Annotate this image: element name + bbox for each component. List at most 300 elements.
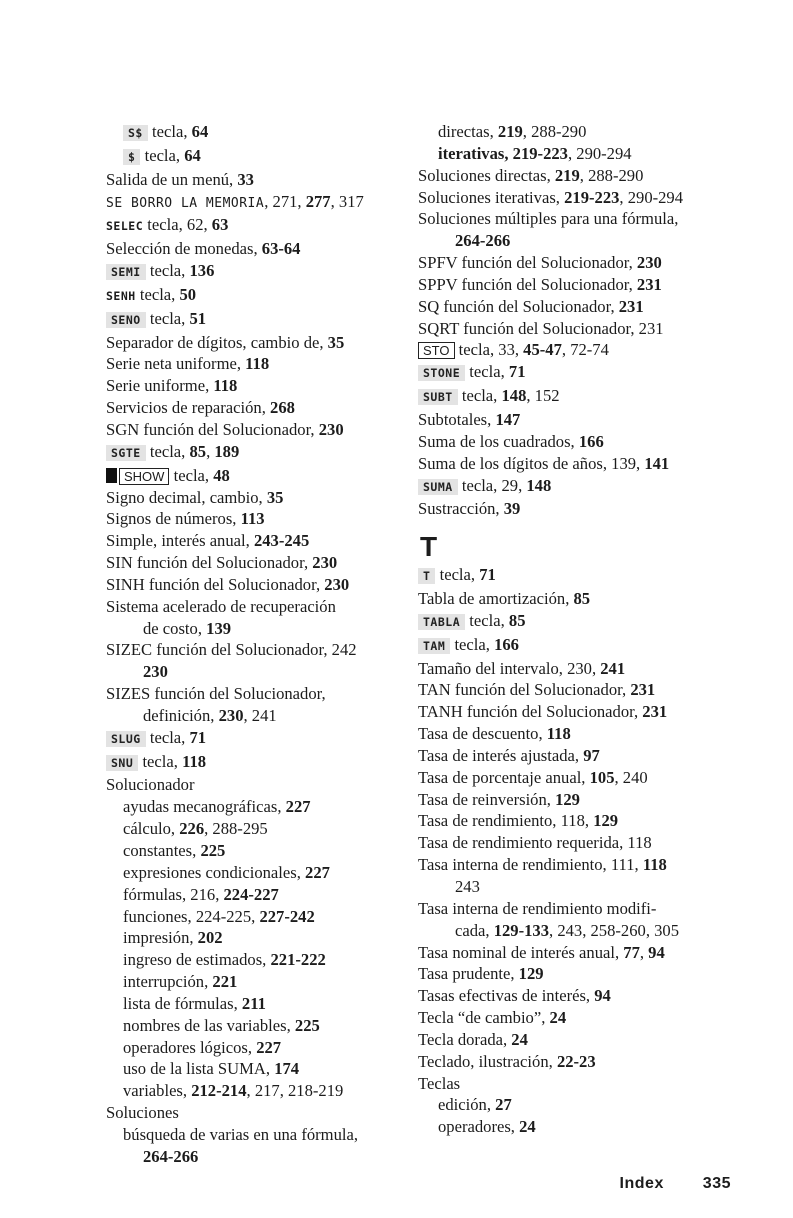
entry-term: Tasa de porcentaje anual, [418, 767, 586, 787]
entry-term: Suma de los dígitos de años, [418, 453, 607, 473]
page-ref: 219 [554, 165, 580, 185]
page-ref: 35 [266, 487, 284, 507]
index-entry [106, 927, 418, 949]
key-label: SUMA [418, 479, 458, 495]
index-entry [418, 208, 744, 230]
index-entry [418, 701, 744, 723]
index-entry [106, 1102, 418, 1124]
index-entry [418, 610, 744, 634]
index-entry [418, 318, 744, 340]
entry-term: ingreso de estimados, [123, 950, 267, 970]
page-ref: 33 [237, 169, 254, 189]
entry-term: funciones, [123, 906, 192, 926]
index-entry [106, 419, 418, 441]
index-entry [106, 596, 418, 618]
key-label: TAM [418, 638, 450, 654]
page-ref: 118 [182, 751, 207, 771]
page-ref: 227-242 [259, 906, 315, 926]
index-entry: fórmulas, 216, 224-227 [123, 884, 279, 904]
index-entry [418, 252, 744, 274]
index-entry [106, 1124, 418, 1146]
entry-term: Suma de los cuadrados, [418, 431, 575, 451]
page-ref: 221 [212, 972, 238, 992]
page-ref: 24 [511, 1029, 528, 1049]
entry-term: Serie neta uniforme, [106, 354, 242, 374]
index-entry [106, 661, 418, 683]
entry-term: fórmulas, [123, 884, 187, 904]
page-ref: 268 [270, 398, 295, 418]
index-entry [418, 588, 744, 610]
key-label: S$ [123, 125, 148, 141]
index-entry [106, 332, 418, 354]
key-label: SUBT [418, 389, 458, 405]
entry-term: Soluciones directas, [418, 165, 551, 185]
entry-term: SIZEC función del Solucionador, [106, 640, 328, 660]
page-ref: 226 [179, 819, 205, 839]
entry-term: tecla, [454, 634, 490, 654]
page-ref: 152 [534, 386, 560, 406]
page-ref: 118 [245, 354, 270, 374]
page-ref: 288-290 [531, 122, 587, 141]
entry-term: SQRT función del Solucionador, [418, 318, 635, 338]
page-ref: 230 [143, 662, 168, 682]
page-ref: 202 [197, 928, 223, 948]
page-ref: 224-227 [223, 884, 279, 904]
index-entry: definición, 230, 241 [143, 705, 277, 725]
page-ref: 118 [560, 811, 585, 831]
entry-term: Tasa de rendimiento requerida, [418, 833, 624, 853]
page-ref: 230 [324, 574, 350, 594]
entry-term: tecla, [149, 261, 186, 281]
page-ref: 129 [518, 964, 544, 984]
page-ref: 71 [508, 362, 526, 382]
page-ref: 64 [184, 145, 201, 165]
index-entry [106, 840, 418, 862]
entry-term: Tasa de rendimiento, [418, 811, 557, 831]
page-footer [620, 1175, 731, 1193]
entry-term: búsqueda de varias en una fórmula, [123, 1124, 358, 1144]
entry-term: edición, [438, 1095, 491, 1115]
entry-term: SIN función del Solucionador, [106, 553, 309, 573]
page-ref: 77 [623, 942, 640, 962]
index-column-left [106, 121, 418, 1168]
page-ref: 113 [240, 509, 265, 529]
page-ref: 94 [594, 986, 611, 1006]
index-entry [106, 727, 418, 751]
page-ref: 166 [494, 634, 519, 654]
index-entry: iterativas, 219-223, 290-294 [438, 143, 632, 163]
entry-term: impresión, [123, 928, 194, 948]
page-ref: 225 [294, 1015, 320, 1035]
index-entry [106, 1146, 418, 1168]
entry-term: tecla, [469, 610, 505, 630]
page-ref: 317 [338, 191, 364, 211]
index-entry [106, 774, 418, 796]
index-entry [106, 552, 418, 574]
index-entry: variables, 212-214, 217, 218-219 [123, 1081, 344, 1101]
entry-term: tecla, [461, 475, 498, 495]
page-ref: 230 [636, 253, 662, 273]
key-label: SENO [106, 312, 146, 328]
key-label: SLUG [106, 731, 146, 747]
page-ref: 221-222 [270, 950, 326, 970]
entry-term: tecla, [152, 122, 188, 141]
entry-term: Signos de números, [106, 509, 237, 529]
index-entry [106, 949, 418, 971]
entry-term: Simple, interés anual, [106, 531, 250, 551]
index-entry [418, 498, 744, 520]
entry-term: ayudas mecanográficas, [123, 797, 282, 817]
entry-term: SINH función del Solucionador, [106, 574, 321, 594]
index-entry [418, 431, 744, 453]
key-label: SENH [106, 288, 136, 303]
page-ref: 288-295 [212, 819, 268, 839]
index-entry: Suma de los dígitos de años, 139, 141 [418, 453, 670, 473]
entry-term: Servicios de reparación, [106, 398, 266, 418]
entry-term: Signo decimal, cambio, [106, 487, 263, 507]
index-entry [418, 985, 744, 1007]
entry-term: operadores lógicos, [123, 1037, 253, 1057]
page-ref: 29 [501, 475, 519, 495]
page-ref: 305 [654, 920, 679, 940]
page-ref: 35 [327, 332, 345, 352]
index-entry [418, 1029, 744, 1051]
page-ref: 290-294 [576, 143, 632, 163]
page-ref: 72-74 [570, 340, 609, 360]
entry-term: lista de fórmulas, [123, 993, 238, 1013]
page-ref: 111 [610, 855, 635, 875]
key-label: SHOW [119, 468, 169, 485]
entry-term: TANH función del Solucionador, [418, 702, 639, 722]
page-ref: 212-214 [191, 1081, 247, 1101]
key-label: SGTE [106, 445, 146, 461]
index-entry [106, 574, 418, 596]
index-entry [418, 723, 744, 745]
page-ref: 27 [495, 1095, 512, 1115]
page-ref: 33 [498, 340, 515, 360]
entry-term: tecla, [149, 727, 186, 747]
page-ref: 97 [583, 745, 600, 765]
index-entry: Tasa interna de rendimiento, 111, 118 [418, 855, 667, 875]
page-ref: 290-294 [627, 187, 684, 207]
index-entry [418, 876, 744, 898]
section-letter: T [420, 531, 438, 563]
index-entry [106, 508, 418, 530]
page-ref: 264-266 [455, 231, 511, 251]
page-ref: 240 [622, 767, 648, 787]
page-ref: 64 [191, 122, 209, 141]
page-ref: 63-64 [261, 239, 301, 259]
index-entry [418, 679, 744, 701]
page-ref: 118 [642, 855, 667, 875]
page-ref: 148 [501, 386, 527, 406]
index-entry: Tamaño del intervalo, 230, 241 [418, 658, 626, 678]
entry-term: tecla, [149, 308, 186, 328]
page-ref: 139 [611, 453, 637, 473]
entry-term: cálculo, [123, 819, 176, 839]
index-entry [106, 971, 418, 993]
page-ref: 227 [305, 862, 330, 882]
entry-term: Sistema acelerado de recuperación [106, 596, 336, 616]
page-ref: 230 [218, 705, 244, 725]
index-entry: Tasa de porcentaje anual, 105, 240 [418, 767, 648, 787]
entry-term: SPFV función del Solucionador, [418, 253, 633, 273]
entry-term: tecla, [142, 751, 178, 771]
entry-term: Tecla “de cambio”, [418, 1008, 546, 1028]
entry-term: operadores, [438, 1117, 515, 1137]
index-entry: SE BORRO LA MEMORIA, 271, 277, 317 [106, 191, 364, 211]
entry-term: SQ función del Solucionador, [418, 296, 615, 316]
index-entry [106, 465, 418, 487]
page-number: 335 [702, 1175, 731, 1192]
entry-term: tecla, [173, 465, 210, 485]
entry-term: SGN función del Solucionador, [106, 419, 315, 439]
index-entry [418, 409, 744, 431]
index-entry [418, 230, 744, 252]
page-ref: 50 [179, 284, 197, 304]
index-entry [418, 745, 744, 767]
entry-term: Serie uniforme, [106, 376, 210, 396]
entry-term: constantes, [123, 841, 197, 860]
entry-term: Tamaño del intervalo, [418, 658, 563, 678]
index-entry [418, 832, 744, 854]
page-ref: 174 [274, 1059, 300, 1079]
entry-term: iterativas, [438, 143, 509, 163]
entry-term: Tasa prudente, [418, 964, 515, 984]
shift-key-icon [106, 468, 117, 483]
index-entry [418, 634, 744, 658]
index-entry [418, 963, 744, 985]
index-entry: Soluciones directas, 219, 288-290 [418, 165, 644, 185]
page-ref: 63 [211, 215, 229, 235]
page-ref: 230 [312, 553, 338, 573]
page-ref: 51 [189, 308, 207, 328]
index-entry [418, 296, 744, 318]
index-entry: SGTE tecla, 85, 189 [106, 441, 418, 465]
page-ref: 94 [648, 942, 665, 962]
index-entry [418, 1007, 744, 1029]
index-entry [106, 639, 418, 661]
page-ref: 219-223 [512, 143, 568, 163]
index-entry: STO tecla, 33, 45-47, 72-74 [418, 339, 744, 361]
index-entry [106, 530, 418, 552]
index-column-right [418, 121, 744, 1138]
index-entry: SUMA tecla, 29, 148 [418, 475, 744, 499]
index-entry [106, 487, 418, 509]
page-ref: 218-219 [288, 1081, 344, 1101]
index-entry [418, 898, 744, 920]
page-ref: 24 [549, 1008, 567, 1028]
page-ref: 242 [331, 640, 357, 660]
page-ref: 85 [508, 610, 526, 630]
entry-term: Tabla de amortización, [418, 589, 570, 609]
index-entry [418, 1094, 744, 1116]
page-ref: 241 [600, 658, 626, 678]
page-ref: 230 [318, 419, 344, 439]
key-label: T [418, 568, 435, 584]
page-ref: 271 [272, 191, 298, 211]
page-ref: 243 [455, 877, 480, 896]
key-label: SNU [106, 755, 138, 771]
entry-term: directas, [438, 122, 494, 141]
index-entry [106, 1015, 418, 1037]
page-ref: 217 [254, 1081, 280, 1101]
page-ref: 85 [189, 441, 207, 461]
entry-term: Teclado, ilustración, [418, 1051, 553, 1071]
key-label: STO [418, 342, 455, 359]
page-ref: 22-23 [556, 1051, 596, 1071]
entry-term: de costo, [143, 618, 202, 638]
index-entry [106, 862, 418, 884]
entry-term: Tasa de reinversión, [418, 789, 551, 809]
entry-term: Tasa nominal de interés anual, [418, 942, 620, 962]
index-entry [106, 284, 418, 308]
index-entry [106, 618, 418, 640]
index-entry [106, 121, 418, 145]
page-ref: 45-47 [523, 340, 562, 360]
key-label: $ [123, 149, 140, 165]
page-ref: 264-266 [143, 1146, 199, 1166]
entry-term: Salida de un menú, [106, 169, 234, 189]
index-entry [106, 683, 418, 705]
index-entry [106, 796, 418, 818]
page-ref: 136 [189, 261, 215, 281]
entry-term: SPPV función del Solucionador, [418, 274, 633, 294]
page-ref: 129-133 [493, 920, 550, 940]
page-ref: 219-223 [564, 187, 620, 207]
page-ref: 243 [557, 920, 583, 940]
entry-term: expresiones condicionales, [123, 862, 301, 882]
entry-term: definición, [143, 705, 215, 725]
key-label: TABLA [418, 614, 465, 630]
entry-term: tecla, [458, 340, 495, 360]
index-entry [418, 1051, 744, 1073]
page-ref: 148 [526, 475, 552, 495]
page-ref: 231 [630, 680, 656, 700]
index-entry [418, 274, 744, 296]
page-ref: 71 [189, 727, 207, 747]
page-ref: 139 [206, 618, 232, 638]
index-entry [106, 145, 418, 169]
page-ref: 231 [636, 274, 662, 294]
entry-term: tecla, [461, 386, 498, 406]
page-ref: 189 [214, 441, 240, 461]
page-ref: 141 [644, 453, 670, 473]
index-entry: directas, 219, 288-290 [438, 122, 587, 141]
entry-term: SIZES función del Solucionador, [106, 684, 326, 704]
page-ref: 230 [567, 658, 592, 678]
index-entry: funciones, 224-225, 227-242 [123, 906, 315, 926]
index-entry [418, 361, 744, 385]
index-entry: SELEC tecla, 62, 63 [106, 215, 229, 235]
key-label: SEMI [106, 264, 146, 280]
index-entry [106, 169, 418, 191]
key-label: SELEC [106, 219, 144, 234]
page-ref: 129 [555, 789, 580, 809]
entry-term: uso de la lista SUMA, [123, 1059, 271, 1079]
index-entry: cálculo, 226, 288-295 [123, 819, 268, 839]
index-entry: cada, 129-133, 243, 258-260, 305 [455, 920, 679, 940]
index-entry [106, 993, 418, 1015]
entry-term: Tasa interna de rendimiento, [418, 855, 607, 875]
entry-term: Tasa de interés ajustada, [418, 745, 580, 765]
page-ref: 231 [638, 318, 664, 338]
entry-term: Tecla dorada, [418, 1029, 508, 1049]
entry-term: tecla, [144, 145, 181, 165]
page-ref: 227 [285, 797, 311, 817]
page-ref: 227 [256, 1037, 282, 1057]
entry-term: TAN función del Solucionador, [418, 680, 627, 700]
entry-term: Tasa interna de rendimiento modifi- [418, 898, 657, 918]
entry-term: tecla, [469, 362, 505, 382]
entry-term: Separador de dígitos, cambio de, [106, 332, 324, 352]
index-entry [418, 1073, 744, 1095]
page-ref: 277 [305, 191, 331, 211]
index-entry [106, 397, 418, 419]
entry-term: Soluciones [106, 1103, 179, 1123]
page-ref: 231 [642, 702, 668, 722]
index-entry: SUBT tecla, 148, 152 [418, 385, 744, 409]
page-ref: 219 [497, 122, 523, 141]
index-entry [106, 375, 418, 397]
index-entry [106, 353, 418, 375]
page-ref: 118 [546, 724, 571, 744]
index-entry [106, 1058, 418, 1080]
index-entry [106, 238, 418, 260]
entry-term: variables, [123, 1081, 188, 1101]
page-ref: 105 [589, 767, 615, 787]
page-ref: 71 [479, 565, 496, 585]
page-ref: 224-225 [195, 906, 252, 926]
page-ref: 48 [213, 465, 230, 485]
entry-term: Selección de monedas, [106, 239, 258, 259]
entry-term: cada, [455, 920, 490, 940]
entry-term: Solucionador [106, 775, 195, 795]
page-ref: 147 [495, 409, 521, 429]
index-entry [106, 260, 418, 284]
index-entry [106, 308, 418, 332]
page-ref: 39 [503, 499, 521, 519]
entry-term: tecla, [139, 284, 176, 304]
page-ref: 118 [627, 833, 652, 853]
entry-term: Soluciones múltiples para una fórmula, [418, 209, 679, 229]
page-ref: 24 [519, 1117, 536, 1137]
page-ref: 225 [200, 841, 226, 860]
index-entry [106, 751, 418, 775]
page-ref: 216 [190, 884, 216, 904]
page-ref: 211 [241, 993, 266, 1013]
footer-label: Index [619, 1175, 664, 1192]
entry-term: interrupción, [123, 972, 209, 992]
page-ref: 166 [578, 431, 604, 451]
index-entry: Tasa nominal de interés anual, 77, 94 [418, 942, 665, 962]
index-entry [418, 789, 744, 811]
entry-term: Sustracción, [418, 499, 500, 519]
page-ref: 85 [573, 589, 591, 609]
entry-term: Teclas [418, 1073, 461, 1093]
index-entry [418, 564, 744, 588]
entry-term: tecla, [439, 565, 476, 585]
entry-term: nombres de las variables, [123, 1015, 291, 1035]
index-entry [106, 1037, 418, 1059]
page-ref: 241 [251, 705, 277, 725]
page-ref: 243-245 [253, 531, 310, 551]
entry-term: Subtotales, [418, 409, 492, 429]
index-entry: Tasa de rendimiento, 118, 129 [418, 811, 619, 831]
index-entry [418, 1116, 744, 1138]
page-ref: 62 [186, 215, 204, 235]
entry-term: tecla, [149, 441, 186, 461]
